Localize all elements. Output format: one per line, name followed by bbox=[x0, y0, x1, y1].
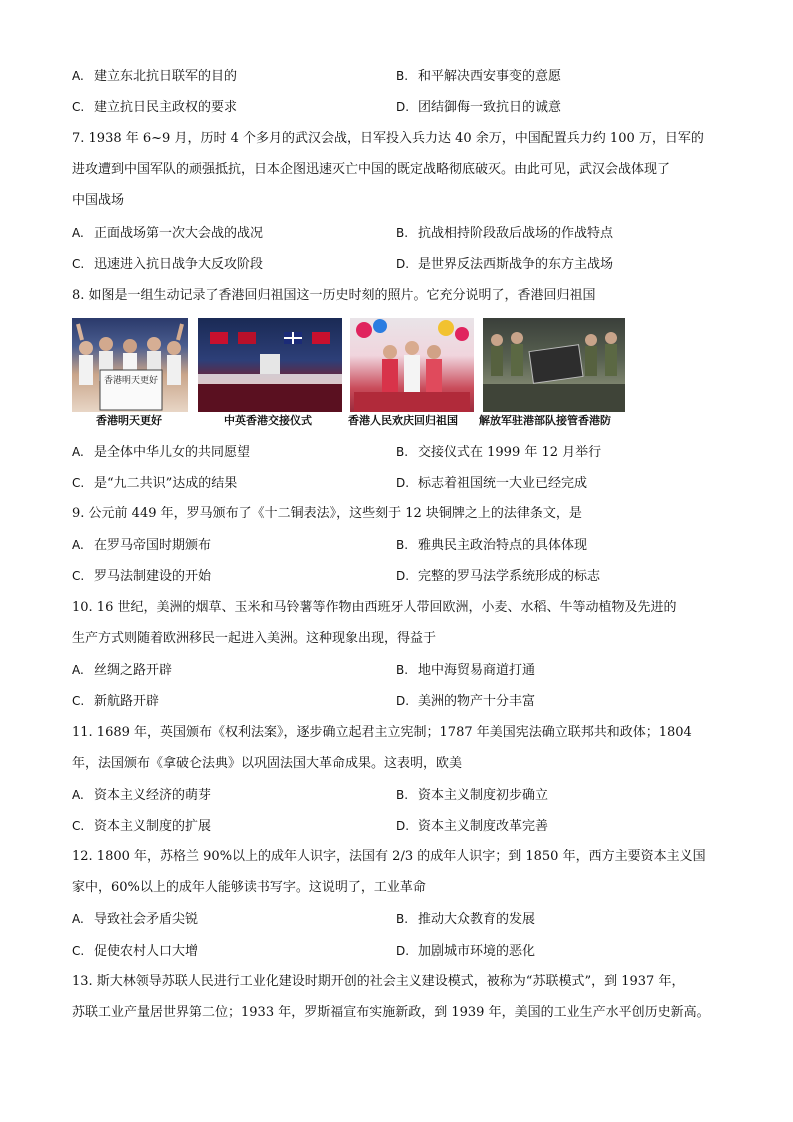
q11-option-a[interactable]: A. 资本主义经济的萌芽 bbox=[72, 788, 212, 803]
q8-photo-strip bbox=[72, 318, 632, 430]
q8-option-c[interactable]: C. 是“九二共识”达成的结果 bbox=[72, 476, 238, 491]
q9-option-a[interactable]: A. 在罗马帝国时期颁布 bbox=[72, 538, 212, 553]
q6-option-d[interactable]: D. 团结御侮一致抗日的诚意 bbox=[396, 100, 562, 115]
photo-caption-4: 解放军驻港部队接管香港防 bbox=[479, 414, 611, 427]
q12-option-c[interactable]: C. 促使农村人口大增 bbox=[72, 944, 199, 959]
q6-option-a[interactable]: A. 建立东北抗日联军的目的 bbox=[72, 69, 238, 84]
q10-option-a[interactable]: A. 丝绸之路开辟 bbox=[72, 663, 173, 678]
q11-stem-line2: 年，法国颁布《拿破仑法典》以巩固法国大革命成果。这表明，欧美 bbox=[72, 756, 463, 771]
q10-option-d[interactable]: D. 美洲的物产十分丰富 bbox=[396, 694, 536, 709]
q7-option-c[interactable]: C. 迅速进入抗日战争大反攻阶段 bbox=[72, 257, 264, 272]
q11-option-b[interactable]: B. 资本主义制度初步确立 bbox=[396, 788, 549, 803]
q9-option-b[interactable]: B. 雅典民主政治特点的具体体现 bbox=[396, 538, 588, 553]
q9-stem-line1: 9. 公元前 449 年，罗马颁布了《十二铜表法》，这些刻于 12 块铜牌之上的法律条文，是 bbox=[72, 506, 582, 521]
q6-option-b[interactable]: B. 和平解决西安事变的意愿 bbox=[396, 69, 562, 84]
q10-option-c[interactable]: C. 新航路开辟 bbox=[72, 694, 160, 709]
photo-caption-1: 香港明天更好 bbox=[96, 414, 162, 427]
q9-option-c[interactable]: C. 罗马法制建设的开始 bbox=[72, 569, 212, 584]
photo-crowd-illustration bbox=[72, 318, 188, 412]
q12-stem-line2: 家中，60%以上的成年人能够读书写字。这说明了，工业革命 bbox=[72, 880, 426, 895]
q7-option-d[interactable]: D. 是世界反法西斯战争的东方主战场 bbox=[396, 257, 614, 272]
photo-sign-text: 香港明天更好 bbox=[103, 376, 158, 386]
q10-stem-line1: 10. 16 世纪，美洲的烟草、玉米和马铃薯等作物由西班牙人带回欧洲，小麦、水稻、牛等动植物及先进的 bbox=[72, 600, 677, 615]
q6-option-c[interactable]: C. 建立抗日民主政权的要求 bbox=[72, 100, 238, 115]
q12-option-a[interactable]: A. 导致社会矛盾尖锐 bbox=[72, 912, 199, 927]
q11-option-c[interactable]: C. 资本主义制度的扩展 bbox=[72, 819, 212, 834]
q13-stem-line1: 13. 斯大林领导苏联人民进行工业化建设时期开创的社会主义建设模式，被称为“苏联模式”，到 1937 年， bbox=[72, 974, 685, 989]
q7-stem-line1: 7. 1938 年 6~9 月，历时 4 个多月的武汉会战，日军投入兵力达 40 余万，中国配置兵力约 100 万，日军的 bbox=[72, 131, 704, 146]
photo-caption-2: 中英香港交接仪式 bbox=[224, 414, 312, 427]
q12-option-b[interactable]: B. 推动大众教育的发展 bbox=[396, 912, 536, 927]
q11-stem-line1: 11. 1689 年，英国颁布《权利法案》，逐步确立起君主立宪制；1787 年美国宪法确立联邦共和政体；1804 bbox=[72, 725, 692, 740]
q7-option-b[interactable]: B. 抗战相持阶段敌后战场的作战特点 bbox=[396, 226, 614, 241]
q8-option-b[interactable]: B. 交接仪式在 1999 年 12 月举行 bbox=[396, 445, 602, 460]
q10-stem-line2: 生产方式则随着欧洲移民一起进入美洲。这种现象出现，得益于 bbox=[72, 631, 437, 646]
q7-stem-line3: 中国战场 bbox=[72, 193, 125, 208]
q10-option-b[interactable]: B. 地中海贸易商道打通 bbox=[396, 663, 536, 678]
q11-option-d[interactable]: D. 资本主义制度改革完善 bbox=[396, 819, 549, 834]
photo-caption-3: 香港人民欢庆回归祖国 bbox=[348, 414, 458, 427]
q13-stem-line2: 苏联工业产量居世界第二位；1933 年，罗斯福宣布实施新政，到 1939 年，美国的工业生产水平创历史新高。 bbox=[72, 1005, 710, 1020]
q8-option-a[interactable]: A. 是全体中华儿女的共同愿望 bbox=[72, 445, 251, 460]
q12-option-d[interactable]: D. 加剧城市环境的恶化 bbox=[396, 944, 536, 959]
photo-ceremony-illustration bbox=[198, 318, 342, 412]
q8-option-d[interactable]: D. 标志着祖国统一大业已经完成 bbox=[396, 476, 588, 491]
q7-stem-line2: 进攻遭到中国军队的顽强抵抗，日本企图迅速灭亡中国的既定战略彻底破灭。由此可见，武汉会战体现了 bbox=[72, 162, 671, 177]
photo-celebration-illustration bbox=[350, 318, 474, 412]
q12-stem-line1: 12. 1800 年，苏格兰 90%以上的成年人识字，法国有 2/3 的成年人识字；到 1850 年，西方主要资本主义国 bbox=[72, 849, 706, 864]
q8-stem-line1: 8. 如图是一组生动记录了香港回归祖国这一历史时刻的照片。它充分说明了，香港回归祖国 bbox=[72, 288, 596, 303]
photo-garrison-illustration bbox=[483, 318, 625, 412]
q7-option-a[interactable]: A. 正面战场第一次大会战的战况 bbox=[72, 226, 264, 241]
q9-option-d[interactable]: D. 完整的罗马法学系统形成的标志 bbox=[396, 569, 601, 584]
